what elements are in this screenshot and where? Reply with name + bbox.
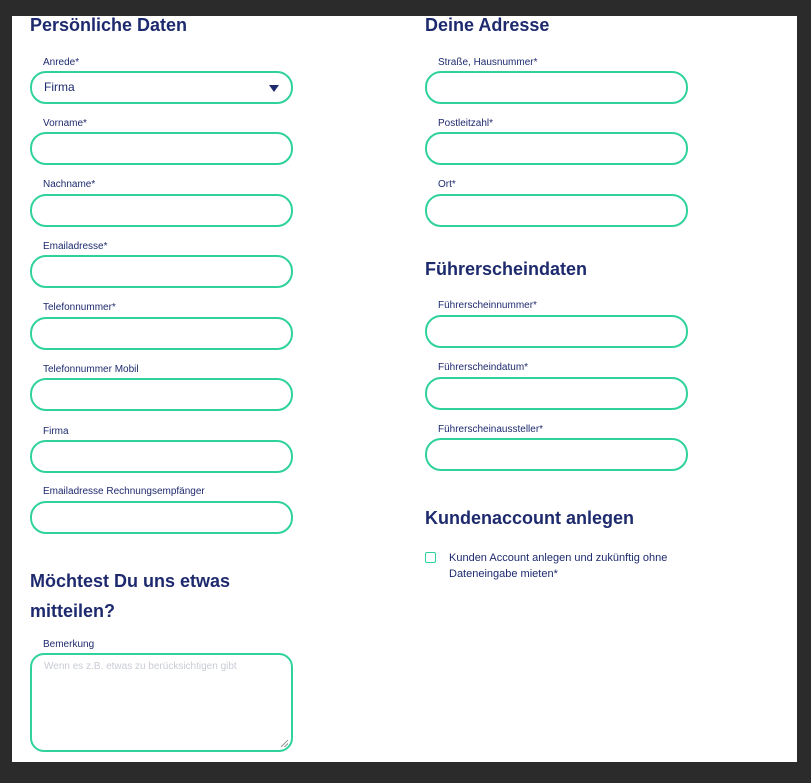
mobil-input[interactable] — [32, 380, 291, 409]
address-heading: Deine Adresse — [425, 15, 550, 35]
anrede-value: Firma — [44, 80, 75, 94]
email-field-wrap — [30, 255, 293, 288]
vorname-label: Vorname* — [43, 118, 87, 129]
resize-handle-icon[interactable] — [281, 740, 288, 747]
account-heading: Kundenaccount anlegen — [425, 508, 635, 528]
strasse-field-wrap — [425, 71, 688, 104]
ort-field-wrap — [425, 194, 688, 227]
ort-input[interactable] — [427, 196, 686, 225]
fs-nummer-input[interactable] — [427, 317, 686, 346]
create-account-label[interactable]: Kunden Account anlegen und zukünftig ohne Dateneingabe mieten* — [449, 552, 668, 580]
plz-input[interactable] — [427, 134, 686, 163]
firma-field-wrap — [30, 440, 293, 473]
nachname-label: Nachname* — [43, 179, 96, 190]
mobil-field-wrap — [30, 378, 293, 411]
vorname-field-wrap — [30, 132, 293, 165]
email-rechnung-field-wrap — [30, 501, 293, 534]
bemerkung-field-wrap — [30, 653, 293, 752]
fs-nummer-field-wrap — [425, 315, 688, 348]
form-panel — [12, 8, 797, 762]
chevron-down-icon — [269, 85, 279, 92]
personal-data-heading: Persönliche Daten — [30, 15, 188, 35]
email-label: Emailadresse* — [43, 241, 108, 252]
nachname-field-wrap — [30, 194, 293, 227]
fs-datum-label: Führerscheindatum* — [438, 362, 529, 373]
nachname-input[interactable] — [32, 196, 291, 225]
ort-label: Ort* — [438, 179, 456, 190]
fs-aussteller-input[interactable] — [427, 440, 686, 469]
create-account-checkbox[interactable] — [425, 552, 436, 563]
anrede-label: Anrede* — [43, 57, 80, 68]
license-heading: Führerscheindaten — [425, 259, 588, 279]
telefon-input[interactable] — [32, 319, 291, 348]
plz-label: Postleitzahl* — [438, 118, 494, 129]
message-heading: Möchtest Du uns etwas mitteilen? — [30, 571, 231, 621]
telefon-field-wrap — [30, 317, 293, 350]
plz-field-wrap — [425, 132, 688, 165]
mobil-label: Telefonnummer Mobil — [43, 364, 139, 375]
email-rechnung-input[interactable] — [32, 503, 291, 532]
fs-aussteller-label: Führerscheinaussteller* — [438, 424, 544, 435]
strasse-label: Straße, Hausnummer* — [438, 57, 538, 68]
fs-aussteller-field-wrap — [425, 438, 688, 471]
firma-input[interactable] — [32, 442, 291, 471]
email-input[interactable] — [32, 257, 291, 286]
vorname-input[interactable] — [32, 134, 291, 163]
bemerkung-textarea[interactable] — [32, 655, 291, 750]
fs-datum-field-wrap — [425, 377, 688, 410]
email-rechnung-label: Emailadresse Rechnungsempfänger — [43, 486, 205, 497]
strasse-input[interactable] — [427, 73, 686, 102]
bemerkung-label: Bemerkung — [43, 639, 95, 650]
fs-datum-input[interactable] — [427, 379, 686, 408]
firma-label: Firma — [43, 426, 69, 437]
fs-nummer-label: Führerscheinnummer* — [438, 300, 537, 311]
telefon-label: Telefonnummer* — [43, 302, 116, 313]
anrede-select[interactable] — [30, 71, 293, 104]
